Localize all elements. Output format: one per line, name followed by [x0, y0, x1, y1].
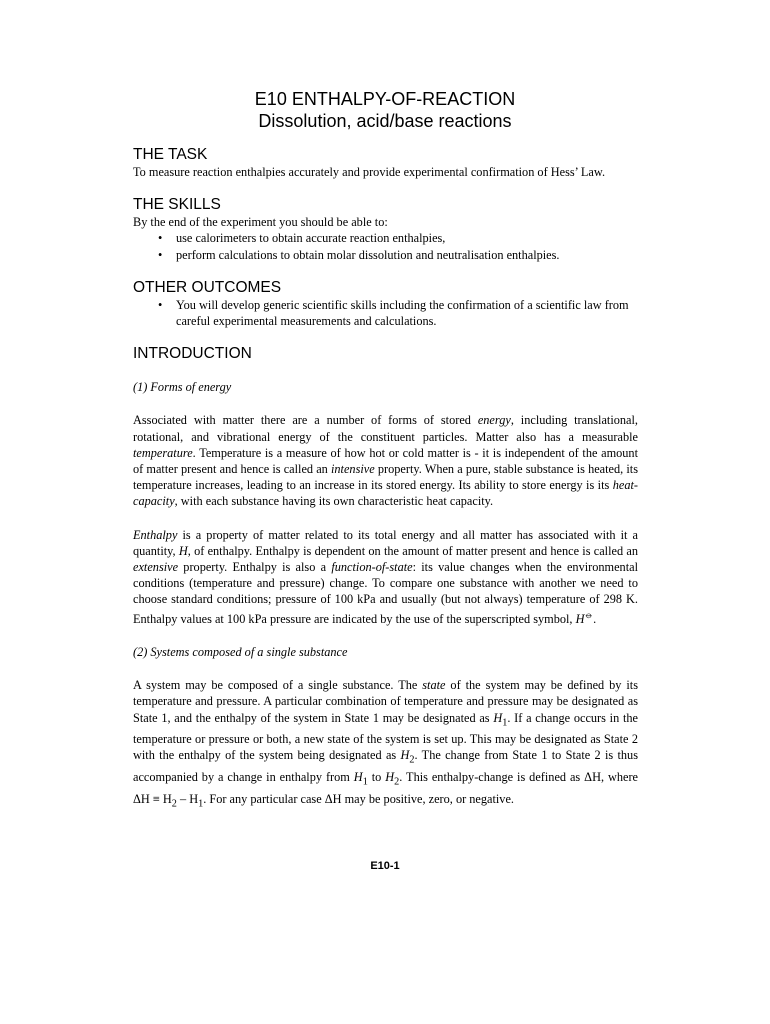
list-item: • use calorimeters to obtain accurate reaction enthalpies, — [176, 230, 638, 246]
task-text: To measure reaction enthalpies accurately and provide experimental confirmation of Hess’ Law. — [133, 165, 606, 179]
section-task — [133, 145, 638, 180]
heading-outcomes: OTHER OUTCOMES — [133, 278, 282, 296]
heading-introduction: INTRODUCTION — [133, 345, 252, 363]
skills-intro: By the end of the experiment you should be able to: — [133, 215, 388, 230]
subheading-single-substance: (2) Systems composed of a single substance — [133, 644, 348, 659]
section-outcomes — [133, 278, 638, 329]
heading-skills: THE SKILLS — [133, 196, 221, 214]
list-item: • You will develop generic scientific skills including the confirmation of a scientific law from careful experimental measurements and calculations. — [176, 297, 638, 329]
paragraph-forms-of-energy: Associated with matter there are a number of forms of stored energy, including translational, rotational, and vibrational energy of the constituent particles. Matter also has a measurable temperature. Temperature is a measure of how hot or cold matter is - it is independent of the amount of matter present and hence is called an intensive property. When a pure, stable substance is heated, its temperature increases, leading to an increase in its stored energy. Its ability to store energy is its heat-capacity, with each substance having its own characteristic heat capacity. — [133, 413, 638, 509]
section-introduction — [133, 344, 638, 812]
list-item: • perform calculations to obtain molar dissolution and neutralisation enthalpies. — [176, 247, 638, 263]
section-skills — [133, 195, 638, 263]
outcomes-list — [133, 297, 638, 329]
title-main: E10 ENTHALPY-OF-REACTION — [254, 89, 516, 109]
title-subtitle: Dissolution, acid/base reactions — [258, 111, 512, 131]
page-number: E10-1 — [370, 860, 400, 872]
skills-list — [133, 230, 638, 262]
paragraph-single-substance: A system may be composed of a single substance. The state of the system may be defined by its temperature and pressure. A particular combination of temperature and pressure may be designated as State 1, and the enthalpy of the system in State 1 may be designated as $H_1$. If a change occurs in the temperature or pressure or both, a new state of the system is set up. This may be designated as State 2 with the enthalpy of the system being designated as $H_2$. The change from State 1 to State 2 is thus accompanied by a change in enthalpy from $H_1$ to $H_2$. This enthalpy-change is defined as ΔH, where $\Delta H \equiv H_2 - H_1$. For any particular case ΔH may be positive, zero, or negative. — [133, 678, 638, 810]
document-title — [0, 88, 770, 132]
subheading-forms-of-energy: (1) Forms of energy — [133, 380, 232, 395]
paragraph-enthalpy: Enthalpy is a property of matter related to its total energy and all matter has associated with it a quantity, H, of enthalpy. Enthalpy is dependent on the amount of matter present and hence is called an extensive property. Enthalpy is also a function-of-state: its value changes when the environmental conditions (temperature and pressure) change. To compare one substance with another we need to choose standard conditions; pressure of 100 kPa and usually (but not always) temperature of 298 K. Enthalpy values at 100 kPa pressure are indicated by the use of the superscripted symbol, H⦵. — [133, 527, 638, 626]
document-body — [133, 145, 638, 812]
heading-task: THE TASK — [133, 146, 208, 163]
